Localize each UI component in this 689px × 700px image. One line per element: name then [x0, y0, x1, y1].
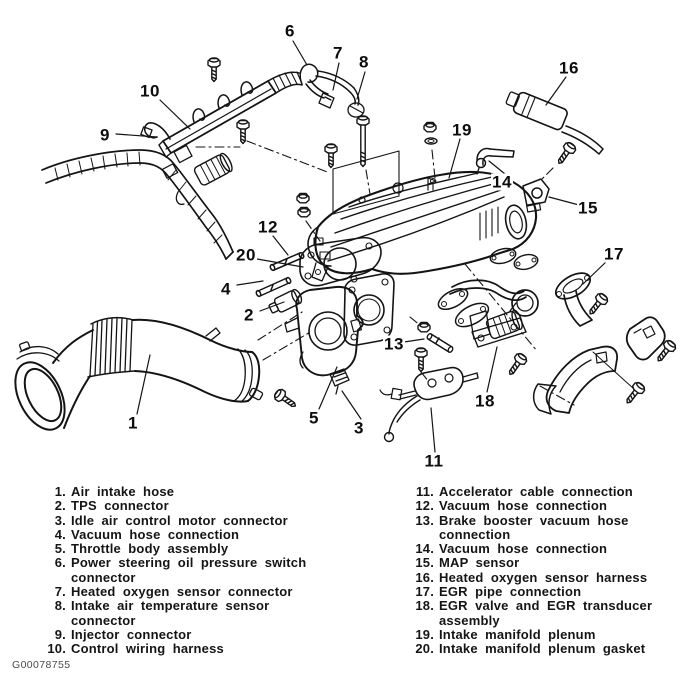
- intake-manifold-plenum-drawing: [308, 151, 539, 281]
- legend-item-20: [398, 642, 688, 656]
- callout-14: 14: [492, 172, 512, 192]
- legend-label: Heated oxygen sensor connector: [71, 584, 293, 600]
- legend-item-10: [28, 642, 368, 656]
- legend-number: 18.: [415, 598, 434, 614]
- legend-item-2: [28, 499, 368, 513]
- legend-label: Intake manifold plenum: [439, 626, 596, 642]
- legend-label: Idle air control motor connector: [71, 512, 288, 528]
- egr-assembly-drawing: [450, 280, 538, 347]
- oval-gaskets-drawing: [435, 284, 492, 331]
- injector-cluster-drawing: [42, 145, 234, 259]
- callout-20: 20: [236, 245, 256, 265]
- legend-label: Heated oxygen sensor harness: [439, 569, 648, 585]
- legend-item-3: [28, 514, 368, 528]
- legend-item-1: [28, 485, 368, 499]
- callout-10: 10: [140, 81, 160, 101]
- legend-number: 5.: [54, 541, 66, 557]
- legend-number: 8.: [54, 598, 66, 614]
- legend-number: 9.: [54, 626, 66, 642]
- legend-label: Intake air temperature sensor connector: [71, 598, 270, 628]
- legend-column-left: [28, 485, 368, 657]
- legend-item-14: [398, 542, 688, 556]
- plenum-gasket-drawing: [300, 238, 381, 286]
- legend-item-6: [28, 556, 368, 585]
- callout-19: 19: [452, 120, 472, 140]
- legend-number: 12.: [415, 498, 434, 514]
- legend-label: EGR valve and EGR transducer assembly: [439, 598, 653, 628]
- callout-12: 12: [258, 217, 278, 237]
- egr-pipe-drawing: [552, 268, 595, 326]
- legend-label: Throttle body assembly: [71, 541, 229, 557]
- legend-label: EGR pipe connection: [439, 584, 582, 600]
- callout-18: 18: [475, 391, 495, 411]
- legend-label: Vacuum hose connection: [439, 498, 608, 514]
- legend-number: 7.: [54, 584, 66, 600]
- callout-2: 2: [244, 305, 254, 325]
- callout-3: 3: [354, 418, 364, 438]
- callout-4: 4: [221, 279, 231, 299]
- legend-number: 17.: [415, 584, 434, 600]
- legend-number: 14.: [415, 541, 434, 557]
- legend-label: Vacuum hose connection: [439, 541, 608, 557]
- legend-number: 4.: [54, 526, 66, 542]
- legend-label: Power steering oil pressure switch connector: [71, 555, 307, 585]
- legend-number: 19.: [415, 626, 434, 642]
- legend-label: Brake booster vacuum hose connection: [439, 512, 629, 542]
- legend-label: Accelerator cable connection: [439, 484, 633, 499]
- callout-1: 1: [128, 413, 138, 433]
- map-sensor-drawing: [504, 88, 603, 154]
- bracket-drawings: [534, 317, 665, 414]
- callout-11: 11: [424, 451, 444, 471]
- legend-item-19: [398, 628, 688, 642]
- legend-number: 1.: [54, 484, 66, 499]
- legend-label: MAP sensor: [439, 555, 520, 571]
- sensor-15-drawing: [523, 179, 549, 212]
- legend-number: 10.: [47, 641, 66, 657]
- legend-number: 20.: [415, 641, 434, 657]
- callout-8: 8: [359, 52, 369, 72]
- legend-number: 13.: [415, 512, 434, 528]
- legend-item-15: [398, 556, 688, 570]
- wiring-harness-drawing: [268, 64, 364, 117]
- legend-number: 15.: [415, 555, 434, 571]
- legend-column-right: [398, 485, 688, 657]
- legend-item-12: [398, 499, 688, 513]
- callout-15: 15: [578, 198, 598, 218]
- legend-item-13: [398, 514, 688, 543]
- legend-number: 6.: [54, 555, 66, 571]
- callout-6: 6: [285, 21, 295, 41]
- fuel-rail-drawing: [141, 81, 276, 157]
- legend-item-9: [28, 628, 368, 642]
- legend-item-11: [398, 485, 688, 499]
- legend-item-7: [28, 585, 368, 599]
- legend-item-16: [398, 571, 688, 585]
- callout-16: 16: [559, 58, 579, 78]
- legend-label: TPS connector: [71, 498, 169, 514]
- legend-number: 11.: [416, 484, 434, 499]
- legend-number: 2.: [54, 498, 66, 514]
- legend-label: Air intake hose: [71, 484, 175, 499]
- callout-13: 13: [384, 334, 404, 354]
- legend-item-5: [28, 542, 368, 556]
- callout-17: 17: [604, 244, 624, 264]
- legend-item-4: [28, 528, 368, 542]
- legend-item-8: [28, 599, 368, 628]
- legend-number: 3.: [54, 512, 66, 528]
- legend-label: Control wiring harness: [71, 641, 224, 657]
- callout-7: 7: [333, 43, 343, 63]
- legend-item-18: [398, 599, 688, 628]
- legend-label: Vacuum hose connection: [71, 526, 240, 542]
- legend-number: 16.: [415, 569, 434, 585]
- callout-5: 5: [309, 408, 319, 428]
- vacuum-fitting-14-drawing: [477, 149, 515, 174]
- legend-label: Injector connector: [71, 626, 192, 642]
- legend-label: Intake manifold plenum gasket: [439, 641, 646, 657]
- callout-9: 9: [100, 125, 110, 145]
- watermark: G00078755: [12, 659, 71, 671]
- legend-item-17: [398, 585, 688, 599]
